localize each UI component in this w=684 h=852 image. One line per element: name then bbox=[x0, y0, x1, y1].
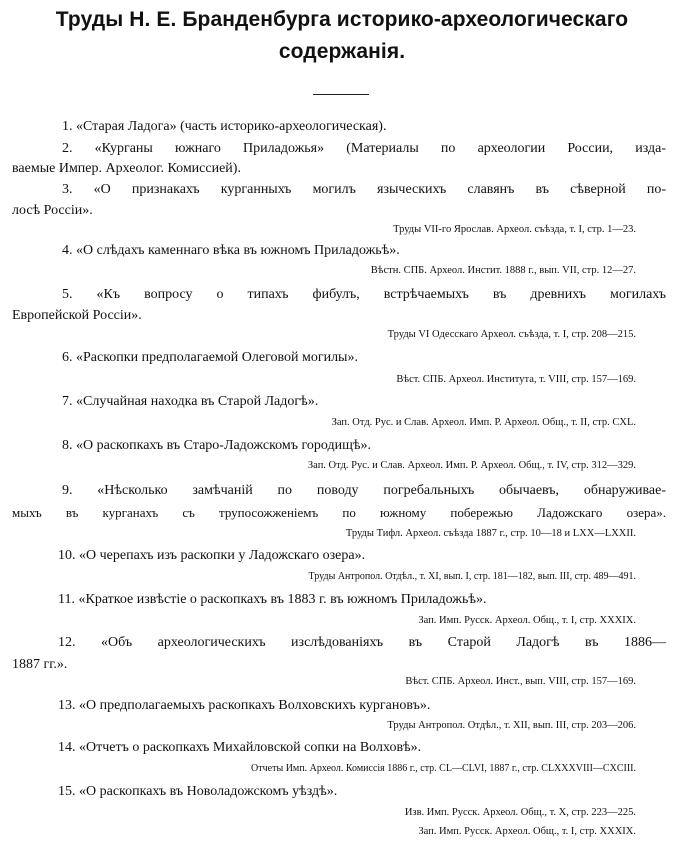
title-divider bbox=[313, 94, 369, 95]
work-12-ref-1: Вѣст. СПБ. Археол. Инст., вып. VIII, стр. 157—169. bbox=[405, 676, 636, 687]
work-14-line-1: 14. «Отчетъ о раскопкахъ Михайловской сопки на Волховѣ». bbox=[58, 740, 422, 755]
work-7-ref-1: Зап. Отд. Рус. и Слав. Археол. Имп. Р. Археол. Общ., т. II, стр. CXL. bbox=[331, 417, 636, 428]
work-12-line-2: 1887 гг.». bbox=[12, 657, 68, 672]
work-15-ref-1: Изв. Имп. Русск. Археол. Общ., т. X, стр. 223—225. bbox=[404, 807, 636, 818]
work-15-ref-2: Зап. Имп. Русск. Археол. Общ., т. I, стр. XXXIX. bbox=[418, 826, 636, 837]
work-4-ref-1: Вѣстн. СПБ. Археол. Инстит. 1888 г., вып. VII, стр. 12—27. bbox=[370, 265, 636, 276]
work-11-ref-1: Зап. Имп. Русск. Археол. Общ., т. I, стр. XXXIX. bbox=[418, 615, 636, 626]
work-4-line-1: 4. «О слѣдахъ каменнаго вѣка въ южномъ Приладожьѣ». bbox=[62, 243, 400, 258]
work-10-ref-1: Труды Антропол. Отдѣл., т. XI, вып. I, стр. 181—182, вып. III, стр. 489—491. bbox=[308, 571, 636, 582]
work-15-line-1: 15. «О раскопкахъ въ Новоладожскомъ уѣздѣ». bbox=[58, 784, 338, 799]
work-6-ref-1: Вѣст. СПБ. Археол. Института, т. VIII, стр. 157—169. bbox=[396, 374, 636, 385]
work-2-line-1: 2. «Курганы южнаго Приладожья» (Материалы по археологии России, изда- bbox=[62, 141, 666, 156]
work-1-line-1: 1. «Старая Ладога» (часть историко-археологическая). bbox=[62, 119, 387, 134]
work-5-ref-1: Труды VI Одесскаго Археол. съѣзда, т. I, стр. 208—215. bbox=[387, 329, 636, 340]
work-8-ref-1: Зап. Отд. Рус. и Слав. Археол. Имп. Р. Археол. Общ., т. IV, стр. 312—329. bbox=[307, 460, 636, 471]
work-7-line-1: 7. «Случайная находка въ Старой Ладогѣ». bbox=[62, 394, 319, 409]
work-9-line-1: 9. «Нѣсколько замѣчаній по поводу погребальныхъ обычаевъ, обнаруживае- bbox=[62, 483, 666, 498]
work-3-line-2: лосѣ Россіи». bbox=[12, 203, 93, 218]
work-10-line-1: 10. «О черепахъ изъ раскопки у Ладожскаго озера». bbox=[58, 548, 366, 563]
work-2-line-2: ваемые Импер. Археолог. Комиссией). bbox=[12, 161, 241, 176]
work-14-ref-1: Отчеты Имп. Археол. Комиссія 1886 г., стр. CL—CLVI, 1887 г., стр. CLXXXVIII—CXCIII. bbox=[251, 763, 636, 774]
heading-line-1: Труды Н. Е. Бранденбурга историко-археологическаго bbox=[55, 8, 629, 31]
work-3-ref-1: Труды VII-го Ярослав. Археол. съѣзда, т. I, стр. 1—23. bbox=[393, 224, 636, 235]
work-6-line-1: 6. «Раскопки предполагаемой Олеговой могилы». bbox=[62, 350, 358, 365]
heading-line-2: содержанія. bbox=[278, 40, 406, 63]
work-11-line-1: 11. «Краткое извѣстіе о раскопкахъ въ 1883 г. въ южномъ Приладожьѣ». bbox=[58, 592, 487, 607]
work-12-line-1: 12. «Объ археологическихъ изслѣдованіяхъ въ Старой Ладогѣ въ 1886— bbox=[58, 635, 666, 650]
work-3-line-1: 3. «О признакахъ курганныхъ могилъ языческихъ славянъ въ сѣверной по- bbox=[62, 182, 666, 197]
work-9-ref-1: Труды Тифл. Археол. съѣзда 1887 г., стр. 10—18 и LXX—LXXII. bbox=[345, 528, 636, 539]
work-5-line-1: 5. «Къ вопросу о типахъ фибулъ, встрѣчаемыхъ въ древнихъ могилахъ bbox=[62, 287, 666, 302]
work-9-line-2: мыхъ въ курганахъ съ трупосожженіемъ по южному побережью Ладожскаго озера». bbox=[12, 505, 666, 520]
work-5-line-2: Европейской Россіи». bbox=[12, 308, 142, 323]
work-13-line-1: 13. «О предполагаемыхъ раскопкахъ Волховскихъ кургановъ». bbox=[58, 698, 431, 713]
work-13-ref-1: Труды Антропол. Отдѣл., т. XII, вып. III, стр. 203—206. bbox=[387, 720, 636, 731]
work-8-line-1: 8. «О раскопкахъ въ Старо-Ладожскомъ городищѣ». bbox=[62, 438, 371, 453]
